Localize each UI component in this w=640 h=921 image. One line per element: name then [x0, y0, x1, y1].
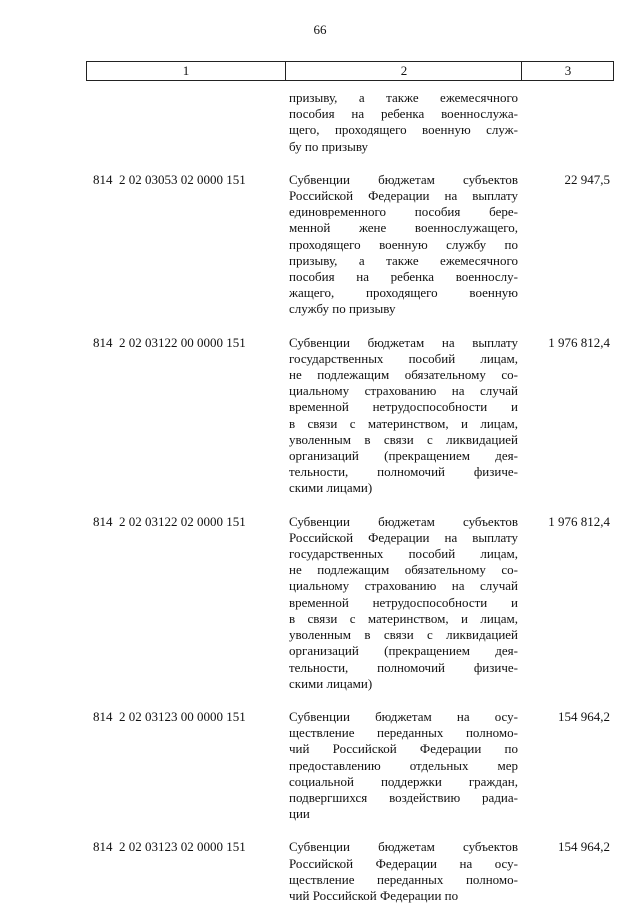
table-row [0, 839, 640, 904]
description-line: Субвенции бюджетам субъектов [289, 513, 518, 529]
description-text [289, 335, 518, 497]
description-text [289, 514, 518, 692]
description-line: уволенным в связи с ликвидацией [289, 431, 518, 447]
page-number: 66 [313, 22, 327, 37]
header-col-1: 1 [182, 63, 190, 78]
description-line: чий Российской Федерации по [289, 887, 459, 903]
description-line: бу по призыву [289, 138, 369, 154]
description-line: организаций (прекращением дея- [289, 448, 518, 464]
description-line: проходящего военную службу по [289, 236, 518, 252]
description-line: Субвенции бюджетам на выплату [289, 334, 518, 350]
description-line: ществление переданных полномо- [289, 871, 518, 887]
description-text [289, 90, 518, 155]
description-line: ществление переданных полномо- [289, 725, 518, 741]
description-line: государственных пособий лицам, [289, 350, 518, 366]
description-line: уволенным в связи с ликвидацией [289, 627, 518, 643]
description-text [289, 839, 518, 904]
description-line: временной нетрудоспособности и [289, 594, 518, 610]
description-line: ции [289, 806, 310, 822]
amount-value: 154 964,2 [558, 708, 610, 724]
budget-code: 814 2 02 03122 00 0000 151 [93, 334, 246, 350]
description-line: пособия на ребенка военнослужа- [289, 106, 518, 122]
budget-code: 814 2 02 03053 02 0000 151 [93, 171, 246, 187]
description-line: подвергшихся воздействию радиа- [289, 789, 518, 805]
description-text [289, 172, 518, 318]
budget-code: 814 2 02 03122 02 0000 151 [93, 513, 246, 529]
description-line: в связи с материнством, и лицам, [289, 415, 518, 431]
description-line: Российской Федерации на выплату [289, 188, 518, 204]
table-row-continuation [0, 90, 640, 155]
description-line: службу по призыву [289, 301, 396, 317]
description-line: Субвенции бюджетам на осу- [289, 708, 518, 724]
header-col-3: 3 [521, 62, 614, 80]
description-line: скими лицами) [289, 675, 373, 691]
table-body [0, 90, 640, 921]
amount-value: 22 947,5 [564, 171, 610, 187]
description-line: не подлежащим обязательному со- [289, 562, 518, 578]
description-line: Российской Федерации на осу- [289, 855, 518, 871]
description-line: щего, проходящего военную служ- [289, 122, 518, 138]
description-line: единовременного пособия бере- [289, 204, 518, 220]
table-row [0, 172, 640, 318]
description-line: государственных пособий лицам, [289, 546, 518, 562]
table-row [0, 335, 640, 497]
amount-value: 1 976 812,4 [548, 513, 610, 529]
description-line: циальному страхованию на случай [289, 383, 518, 399]
description-line: организаций (прекращением дея- [289, 643, 518, 659]
description-line: Российской Федерации на выплату [289, 529, 518, 545]
amount-value: 154 964,2 [558, 839, 610, 855]
header-col-2: 2 [285, 62, 522, 80]
description-line: призыву, а также ежемесячного [289, 252, 518, 268]
description-line: жащего, проходящего военную [289, 285, 518, 301]
table-header [86, 61, 614, 81]
description-text [289, 709, 518, 822]
description-line: пособия на ребенка военнослу- [289, 269, 518, 285]
description-line: в связи с материнством, и лицам, [289, 610, 518, 626]
description-line: Субвенции бюджетам субъектов [289, 839, 518, 855]
table-row [0, 514, 640, 692]
amount-value: 1 976 812,4 [548, 334, 610, 350]
description-line: Субвенции бюджетам субъектов [289, 171, 518, 187]
description-line: призыву, а также ежемесячного [289, 90, 518, 105]
description-line: менной жене военнослужащего, [289, 220, 518, 236]
budget-code: 814 2 02 03123 02 0000 151 [93, 839, 246, 855]
budget-code: 814 2 02 03123 00 0000 151 [93, 708, 246, 724]
table-row [0, 709, 640, 822]
description-line: не подлежащим обязательному со- [289, 367, 518, 383]
description-line: предоставлению отдельных мер [289, 757, 518, 773]
description-line: циальному страхованию на случай [289, 578, 518, 594]
description-line: тельности, полномочий физиче- [289, 659, 518, 675]
description-line: социальной поддержки граждан, [289, 773, 518, 789]
description-line: временной нетрудоспособности и [289, 399, 518, 415]
description-line: тельности, полномочий физиче- [289, 464, 518, 480]
description-line: скими лицами) [289, 480, 373, 496]
description-line: чий Российской Федерации по [289, 741, 518, 757]
